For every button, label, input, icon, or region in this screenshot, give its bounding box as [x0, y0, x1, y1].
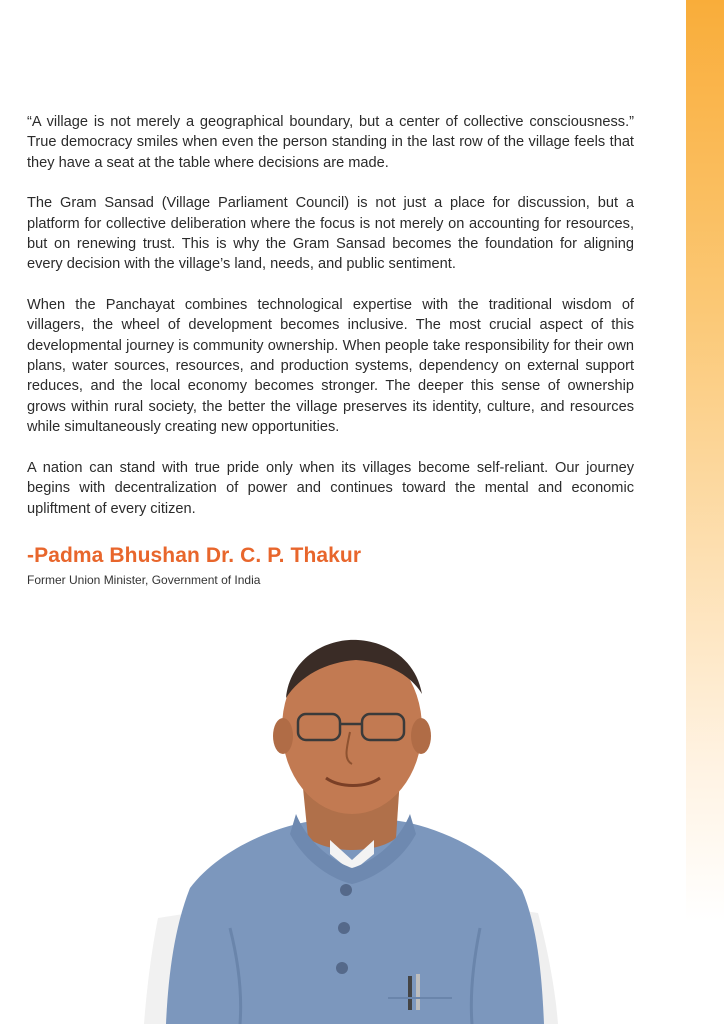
quote-paragraph-4: A nation can stand with true pride only when its villages become self-reliant. Our journey begins with decentralization of power and continues toward the mental and economic upliftment of every citizen. [27, 459, 634, 517]
author-portrait [130, 628, 570, 1024]
quote-paragraph-3: When the Panchayat combines technological expertise with the traditional wisdom of villagers, the wheel of development becomes inclusive. The most crucial aspect of this developmental journey is community ownership. When people take responsibility for their own plans, water sources, resources, and production systems, dependency on external support reduces, and the local economy becomes stronger. The deeper this sense of ownership grows within rural society, the better the village preserves its identity, culture, and resources while simultaneously creating new opportunities. [27, 296, 634, 436]
decorative-side-bar [686, 0, 724, 1024]
quote-paragraph-1: “A village is not merely a geographical boundary, but a center of collective consciousness.” True democracy smiles when even the person standing in the last row of the village feels that they have a seat at the table where decisions are made. [27, 114, 634, 171]
author-signature: -Padma Bhushan Dr. C. P. Thakur [27, 544, 362, 567]
quote-paragraph-2: The Gram Sansad (Village Parliament Council) is not just a place for discussion, but a platform for collective deliberation where the focus is not merely on accounting for resources, but on renewing trust. This is why the Gram Sansad becomes the foundation for aligning every decision with the village’s land, needs, and public sentiment. [27, 195, 634, 273]
vest [166, 820, 544, 1024]
author-designation: Former Union Minister, Government of India [27, 573, 261, 587]
quote-body [27, 112, 634, 539]
